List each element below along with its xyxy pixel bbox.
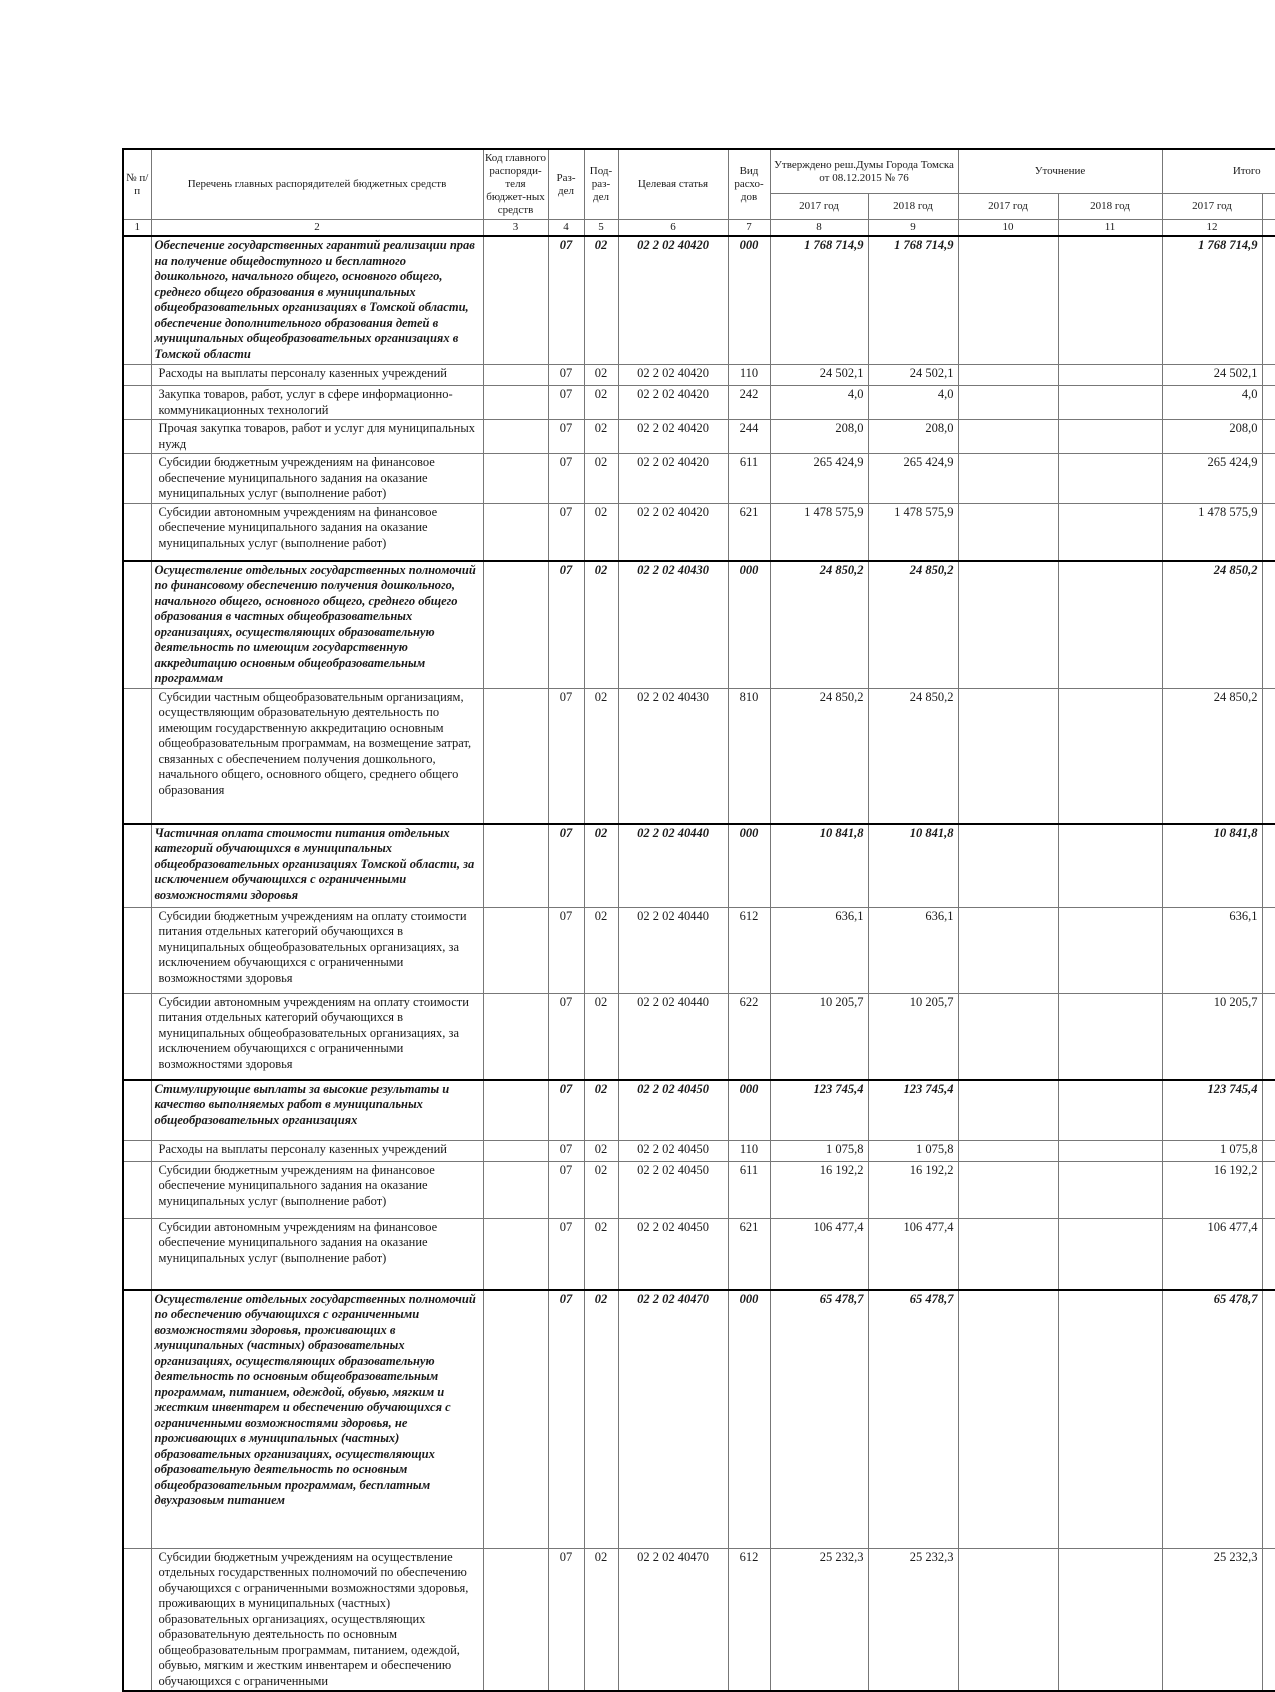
row-expense-type-cell: 612: [728, 1548, 770, 1691]
row-expense-type-cell: 110: [728, 365, 770, 386]
row-number-cell: [123, 1218, 151, 1290]
row-code-cell: [483, 688, 548, 824]
row-approved-2018-cell: 24 502,1: [868, 365, 958, 386]
row-podrazdel-cell: 02: [584, 688, 618, 824]
row-number-cell: [123, 365, 151, 386]
row-razdel-cell: 07: [548, 907, 584, 993]
col-header-list: Перечень главных распорядителей бюджетных средств: [151, 149, 483, 220]
row-total-2017-cell: 123 745,4: [1162, 1080, 1262, 1141]
row-expense-type-cell: 000: [728, 1290, 770, 1549]
row-cutoff-cell: [1262, 907, 1275, 993]
row-approved-2018-cell: 4,0: [868, 386, 958, 420]
row-clarification-2017-cell: [958, 420, 1058, 454]
row-total-2017-cell: 25 232,3: [1162, 1548, 1262, 1691]
col-group-clarification: Уточнение: [958, 149, 1162, 194]
col-header-total-2017: 2017 год: [1162, 194, 1262, 220]
row-name-cell: Закупка товаров, работ, услуг в сфере информационно-коммуникационных технологий: [151, 386, 483, 420]
row-approved-2017-cell: 1 478 575,9: [770, 503, 868, 561]
row-code-cell: [483, 1140, 548, 1161]
row-target-article-cell: 02 2 02 40420: [618, 386, 728, 420]
table-row: [123, 561, 1275, 689]
row-target-article-cell: 02 2 02 40430: [618, 688, 728, 824]
row-cutoff-cell: [1262, 1140, 1275, 1161]
row-approved-2017-cell: 24 850,2: [770, 561, 868, 689]
row-cutoff-cell: [1262, 824, 1275, 908]
row-approved-2017-cell: 10 205,7: [770, 993, 868, 1080]
table-row: [123, 1140, 1275, 1161]
row-name-cell: Субсидии частным общеобразовательным организациям, осуществляющим образовательную деятельность по имеющим государственную аккредитацию основным общеобразовательным программам, на возмещение затрат, связанных с обеспечением получения дошкольного, начального общего, основного общего, среднего общего образования: [151, 688, 483, 824]
column-index: 12: [1162, 220, 1262, 237]
row-total-2017-cell: 208,0: [1162, 420, 1262, 454]
row-clarification-2018-cell: [1058, 1218, 1162, 1290]
row-approved-2017-cell: 16 192,2: [770, 1161, 868, 1218]
header-row-groups: [123, 149, 1275, 194]
row-clarification-2018-cell: [1058, 561, 1162, 689]
row-cutoff-cell: [1262, 1161, 1275, 1218]
row-clarification-2017-cell: [958, 365, 1058, 386]
row-razdel-cell: 07: [548, 1161, 584, 1218]
row-approved-2017-cell: 123 745,4: [770, 1080, 868, 1141]
row-name-cell: Расходы на выплаты персоналу казенных учреждений: [151, 365, 483, 386]
row-name-cell: Прочая закупка товаров, работ и услуг для муниципальных нужд: [151, 420, 483, 454]
col-header-razdel: Раз-дел: [548, 149, 584, 220]
row-total-2017-cell: 16 192,2: [1162, 1161, 1262, 1218]
row-podrazdel-cell: 02: [584, 365, 618, 386]
row-clarification-2017-cell: [958, 1080, 1058, 1141]
row-target-article-cell: 02 2 02 40450: [618, 1080, 728, 1141]
row-approved-2017-cell: 1 075,8: [770, 1140, 868, 1161]
row-target-article-cell: 02 2 02 40440: [618, 907, 728, 993]
row-name-cell: Субсидии бюджетным учреждениям на осуществление отдельных государственных полномочий по обеспечению обучающихся с ограниченными возможностями здоровья, проживающих в муниципальных (частных) образовательных организациях, осуществляющих образовательную деятельность по основным общеобразовательным программам, питанием, одеждой, обувью, мягким и жестким инвентарем и обеспечению обучающихся с ограниченными: [151, 1548, 483, 1691]
row-razdel-cell: 07: [548, 386, 584, 420]
table-row: [123, 907, 1275, 993]
row-target-article-cell: 02 2 02 40420: [618, 420, 728, 454]
row-razdel-cell: 07: [548, 824, 584, 908]
table-row: [123, 386, 1275, 420]
row-target-article-cell: 02 2 02 40450: [618, 1140, 728, 1161]
row-razdel-cell: 07: [548, 1290, 584, 1549]
row-approved-2018-cell: 265 424,9: [868, 454, 958, 504]
row-code-cell: [483, 1548, 548, 1691]
column-index: 1: [123, 220, 151, 237]
row-total-2017-cell: 265 424,9: [1162, 454, 1262, 504]
row-cutoff-cell: [1262, 420, 1275, 454]
col-group-total: Итого: [1162, 149, 1275, 194]
table-row: [123, 993, 1275, 1080]
row-total-2017-cell: 10 205,7: [1162, 993, 1262, 1080]
row-number-cell: [123, 688, 151, 824]
row-approved-2018-cell: 208,0: [868, 420, 958, 454]
row-podrazdel-cell: 02: [584, 1161, 618, 1218]
row-expense-type-cell: 621: [728, 1218, 770, 1290]
row-number-cell: [123, 386, 151, 420]
row-code-cell: [483, 907, 548, 993]
row-expense-type-cell: 621: [728, 503, 770, 561]
row-cutoff-cell: [1262, 503, 1275, 561]
col-header-expense-type: Вид расхо-дов: [728, 149, 770, 220]
row-clarification-2017-cell: [958, 454, 1058, 504]
row-code-cell: [483, 1290, 548, 1549]
row-clarification-2018-cell: [1058, 1548, 1162, 1691]
row-podrazdel-cell: 02: [584, 1218, 618, 1290]
row-razdel-cell: 07: [548, 993, 584, 1080]
row-podrazdel-cell: 02: [584, 420, 618, 454]
row-number-cell: [123, 236, 151, 365]
row-total-2017-cell: 4,0: [1162, 386, 1262, 420]
row-cutoff-cell: [1262, 236, 1275, 365]
row-approved-2017-cell: 636,1: [770, 907, 868, 993]
row-name-cell: Субсидии автономным учреждениям на финансовое обеспечение муниципального задания на оказание муниципальных услуг (выполнение работ): [151, 1218, 483, 1290]
row-podrazdel-cell: 02: [584, 824, 618, 908]
row-approved-2018-cell: 24 850,2: [868, 688, 958, 824]
row-code-cell: [483, 386, 548, 420]
row-approved-2017-cell: 1 768 714,9: [770, 236, 868, 365]
row-expense-type-cell: 244: [728, 420, 770, 454]
column-index: 5: [584, 220, 618, 237]
row-target-article-cell: 02 2 02 40420: [618, 365, 728, 386]
row-podrazdel-cell: 02: [584, 386, 618, 420]
table-row: [123, 236, 1275, 365]
col-header-total-cutoff: [1262, 194, 1275, 220]
row-name-cell: Субсидии бюджетным учреждениям на финансовое обеспечение муниципального задания на оказание муниципальных услуг (выполнение работ): [151, 454, 483, 504]
row-clarification-2018-cell: [1058, 236, 1162, 365]
row-name-cell: Субсидии автономным учреждениям на финансовое обеспечение муниципального задания на оказание муниципальных услуг (выполнение работ): [151, 503, 483, 561]
column-index: 6: [618, 220, 728, 237]
table-row: [123, 1218, 1275, 1290]
table-row: [123, 420, 1275, 454]
row-cutoff-cell: [1262, 1080, 1275, 1141]
row-razdel-cell: 07: [548, 503, 584, 561]
column-index: 4: [548, 220, 584, 237]
row-name-cell: Обеспечение государственных гарантий реализации прав на получение общедоступного и бесплатного дошкольного, начального общего, основного общего, среднего общего образования в муниципальных общеобразовательных организациях в Томской области, обеспечение дополнительного образования детей в муниципальных общеобразовательных организациях в Томской области: [151, 236, 483, 365]
row-approved-2018-cell: 16 192,2: [868, 1161, 958, 1218]
row-target-article-cell: 02 2 02 40470: [618, 1548, 728, 1691]
row-razdel-cell: 07: [548, 1080, 584, 1141]
row-podrazdel-cell: 02: [584, 1080, 618, 1141]
row-approved-2018-cell: 10 841,8: [868, 824, 958, 908]
table-row: [123, 1161, 1275, 1218]
row-target-article-cell: 02 2 02 40440: [618, 993, 728, 1080]
budget-table-body: [123, 236, 1275, 1691]
row-name-cell: Расходы на выплаты персоналу казенных учреждений: [151, 1140, 483, 1161]
row-code-cell: [483, 365, 548, 386]
col-header-approved-2018: 2018 год: [868, 194, 958, 220]
row-approved-2017-cell: 106 477,4: [770, 1218, 868, 1290]
row-code-cell: [483, 503, 548, 561]
row-clarification-2017-cell: [958, 561, 1058, 689]
row-code-cell: [483, 993, 548, 1080]
row-total-2017-cell: 1 478 575,9: [1162, 503, 1262, 561]
row-target-article-cell: 02 2 02 40420: [618, 503, 728, 561]
row-number-cell: [123, 907, 151, 993]
row-total-2017-cell: 24 850,2: [1162, 688, 1262, 824]
row-target-article-cell: 02 2 02 40420: [618, 236, 728, 365]
row-expense-type-cell: 000: [728, 824, 770, 908]
row-approved-2017-cell: 265 424,9: [770, 454, 868, 504]
row-clarification-2017-cell: [958, 236, 1058, 365]
row-clarification-2018-cell: [1058, 386, 1162, 420]
row-name-cell: Частичная оплата стоимости питания отдельных категорий обучающихся в муниципальных общеобразовательных организациях Томской области, за исключением обучающихся с ограниченными возможностями здоровья: [151, 824, 483, 908]
row-podrazdel-cell: 02: [584, 561, 618, 689]
row-clarification-2018-cell: [1058, 1290, 1162, 1549]
col-header-podrazdel: Под-раз-дел: [584, 149, 618, 220]
row-podrazdel-cell: 02: [584, 1290, 618, 1549]
col-header-clarification-2017: 2017 год: [958, 194, 1058, 220]
row-approved-2018-cell: 25 232,3: [868, 1548, 958, 1691]
row-approved-2018-cell: 65 478,7: [868, 1290, 958, 1549]
row-expense-type-cell: 000: [728, 236, 770, 365]
row-total-2017-cell: 65 478,7: [1162, 1290, 1262, 1549]
row-razdel-cell: 07: [548, 1140, 584, 1161]
row-number-cell: [123, 1161, 151, 1218]
row-name-cell: Стимулирующие выплаты за высокие результаты и качество выполняемых работ в муниципальных общеобразовательных организациях: [151, 1080, 483, 1141]
row-clarification-2017-cell: [958, 1218, 1058, 1290]
table-row: [123, 365, 1275, 386]
row-clarification-2018-cell: [1058, 907, 1162, 993]
row-total-2017-cell: 24 850,2: [1162, 561, 1262, 689]
row-clarification-2018-cell: [1058, 1080, 1162, 1141]
row-name-cell: Осуществление отдельных государственных полномочий по финансовому обеспечению получения дошкольного, начального общего, основного общего, среднего общего образования в частных общеобразовательных организациях, осуществляющих образовательную деятельность по имеющим государственную аккредитацию основным общеобразовательным программам: [151, 561, 483, 689]
row-cutoff-cell: [1262, 1218, 1275, 1290]
row-total-2017-cell: 636,1: [1162, 907, 1262, 993]
row-clarification-2017-cell: [958, 688, 1058, 824]
col-header-code: Код главного распоряди-теля бюджет-ных средств: [483, 149, 548, 220]
row-number-cell: [123, 454, 151, 504]
budget-table-sheet: [122, 148, 1275, 1692]
row-number-cell: [123, 1290, 151, 1549]
row-name-cell: Субсидии бюджетным учреждениям на финансовое обеспечение муниципального задания на оказание муниципальных услуг (выполнение работ): [151, 1161, 483, 1218]
row-number-cell: [123, 420, 151, 454]
row-cutoff-cell: [1262, 1290, 1275, 1549]
row-name-cell: Осуществление отдельных государственных полномочий по обеспечению обучающихся с ограниченными возможностями здоровья, проживающих в муниципальных (частных) образовательных организациях, осуществляющих образовательную деятельность по основным общеобразовательным программам, питанием, одеждой, обувью, мягким и жестким инвентарем и обеспечению обучающихся с ограниченными возможностями здоровья, не проживающих в муниципальных (частных) образовательных организациях, осуществляющих образовательную деятельность по основным общеобразовательным программам, бесплатным двухразовым питанием: [151, 1290, 483, 1549]
row-approved-2018-cell: 123 745,4: [868, 1080, 958, 1141]
row-code-cell: [483, 561, 548, 689]
row-total-2017-cell: 24 502,1: [1162, 365, 1262, 386]
row-clarification-2017-cell: [958, 1140, 1058, 1161]
row-razdel-cell: 07: [548, 1548, 584, 1691]
row-podrazdel-cell: 02: [584, 1140, 618, 1161]
table-row: [123, 1080, 1275, 1141]
row-clarification-2017-cell: [958, 993, 1058, 1080]
row-expense-type-cell: 611: [728, 1161, 770, 1218]
column-index: 3: [483, 220, 548, 237]
table-row: [123, 1548, 1275, 1691]
row-clarification-2017-cell: [958, 1548, 1058, 1691]
row-cutoff-cell: [1262, 993, 1275, 1080]
row-podrazdel-cell: 02: [584, 454, 618, 504]
row-clarification-2017-cell: [958, 1290, 1058, 1549]
row-podrazdel-cell: 02: [584, 503, 618, 561]
row-cutoff-cell: [1262, 386, 1275, 420]
row-cutoff-cell: [1262, 365, 1275, 386]
row-approved-2018-cell: 1 075,8: [868, 1140, 958, 1161]
row-target-article-cell: 02 2 02 40440: [618, 824, 728, 908]
row-approved-2017-cell: 24 502,1: [770, 365, 868, 386]
col-group-approved: Утверждено реш.Думы Города Томска от 08.12.2015 № 76: [770, 149, 958, 194]
row-expense-type-cell: 810: [728, 688, 770, 824]
column-index: 10: [958, 220, 1058, 237]
row-total-2017-cell: 10 841,8: [1162, 824, 1262, 908]
row-razdel-cell: 07: [548, 1218, 584, 1290]
row-podrazdel-cell: 02: [584, 993, 618, 1080]
row-code-cell: [483, 236, 548, 365]
row-approved-2018-cell: 24 850,2: [868, 561, 958, 689]
row-target-article-cell: 02 2 02 40450: [618, 1218, 728, 1290]
col-header-target-article: Целевая статья: [618, 149, 728, 220]
row-razdel-cell: 07: [548, 236, 584, 365]
row-code-cell: [483, 824, 548, 908]
row-code-cell: [483, 420, 548, 454]
row-approved-2017-cell: 24 850,2: [770, 688, 868, 824]
row-number-cell: [123, 1548, 151, 1691]
row-clarification-2018-cell: [1058, 503, 1162, 561]
column-index-row: [123, 220, 1275, 237]
column-index: 11: [1058, 220, 1162, 237]
row-expense-type-cell: 622: [728, 993, 770, 1080]
row-razdel-cell: 07: [548, 420, 584, 454]
row-code-cell: [483, 1161, 548, 1218]
row-clarification-2017-cell: [958, 503, 1058, 561]
row-expense-type-cell: 110: [728, 1140, 770, 1161]
row-number-cell: [123, 993, 151, 1080]
row-approved-2018-cell: 106 477,4: [868, 1218, 958, 1290]
row-clarification-2018-cell: [1058, 420, 1162, 454]
row-cutoff-cell: [1262, 688, 1275, 824]
column-index: [1262, 220, 1275, 237]
row-clarification-2017-cell: [958, 824, 1058, 908]
table-row: [123, 1290, 1275, 1549]
row-clarification-2018-cell: [1058, 365, 1162, 386]
row-code-cell: [483, 454, 548, 504]
table-row: [123, 454, 1275, 504]
row-approved-2017-cell: 4,0: [770, 386, 868, 420]
column-index: 2: [151, 220, 483, 237]
row-expense-type-cell: 000: [728, 1080, 770, 1141]
row-total-2017-cell: 1 075,8: [1162, 1140, 1262, 1161]
row-cutoff-cell: [1262, 1548, 1275, 1691]
row-number-cell: [123, 824, 151, 908]
row-approved-2017-cell: 65 478,7: [770, 1290, 868, 1549]
row-razdel-cell: 07: [548, 688, 584, 824]
row-code-cell: [483, 1218, 548, 1290]
row-target-article-cell: 02 2 02 40470: [618, 1290, 728, 1549]
row-clarification-2018-cell: [1058, 454, 1162, 504]
row-podrazdel-cell: 02: [584, 1548, 618, 1691]
row-number-cell: [123, 1080, 151, 1141]
row-clarification-2018-cell: [1058, 1161, 1162, 1218]
table-row: [123, 824, 1275, 908]
row-clarification-2017-cell: [958, 907, 1058, 993]
row-approved-2018-cell: 636,1: [868, 907, 958, 993]
row-total-2017-cell: 1 768 714,9: [1162, 236, 1262, 365]
col-header-approved-2017: 2017 год: [770, 194, 868, 220]
row-approved-2018-cell: 1 768 714,9: [868, 236, 958, 365]
row-approved-2017-cell: 208,0: [770, 420, 868, 454]
row-expense-type-cell: 000: [728, 561, 770, 689]
row-target-article-cell: 02 2 02 40420: [618, 454, 728, 504]
row-total-2017-cell: 106 477,4: [1162, 1218, 1262, 1290]
col-header-num: № п/п: [123, 149, 151, 220]
row-expense-type-cell: 242: [728, 386, 770, 420]
table-row: [123, 503, 1275, 561]
budget-table: [122, 148, 1275, 1692]
table-row: [123, 688, 1275, 824]
row-approved-2017-cell: 25 232,3: [770, 1548, 868, 1691]
row-target-article-cell: 02 2 02 40430: [618, 561, 728, 689]
column-index: 7: [728, 220, 770, 237]
row-number-cell: [123, 561, 151, 689]
row-name-cell: Субсидии бюджетным учреждениям на оплату стоимости питания отдельных категорий обучающихся в муниципальных общеобразовательных организациях, за исключением обучающихся с ограниченными возможностями здоровья: [151, 907, 483, 993]
row-razdel-cell: 07: [548, 561, 584, 689]
row-name-cell: Субсидии автономным учреждениям на оплату стоимости питания отдельных категорий обучающихся в муниципальных общеобразовательных организациях, за исключением обучающихся с ограниченными возможностями здоровья: [151, 993, 483, 1080]
row-clarification-2018-cell: [1058, 1140, 1162, 1161]
row-target-article-cell: 02 2 02 40450: [618, 1161, 728, 1218]
row-podrazdel-cell: 02: [584, 907, 618, 993]
col-header-clarification-2018: 2018 год: [1058, 194, 1162, 220]
row-razdel-cell: 07: [548, 365, 584, 386]
column-index: 9: [868, 220, 958, 237]
row-number-cell: [123, 1140, 151, 1161]
row-clarification-2017-cell: [958, 1161, 1058, 1218]
row-clarification-2018-cell: [1058, 993, 1162, 1080]
row-code-cell: [483, 1080, 548, 1141]
row-clarification-2018-cell: [1058, 688, 1162, 824]
column-index: 8: [770, 220, 868, 237]
row-cutoff-cell: [1262, 561, 1275, 689]
row-expense-type-cell: 612: [728, 907, 770, 993]
row-clarification-2017-cell: [958, 386, 1058, 420]
row-expense-type-cell: 611: [728, 454, 770, 504]
row-approved-2018-cell: 1 478 575,9: [868, 503, 958, 561]
row-podrazdel-cell: 02: [584, 236, 618, 365]
row-approved-2017-cell: 10 841,8: [770, 824, 868, 908]
row-razdel-cell: 07: [548, 454, 584, 504]
row-approved-2018-cell: 10 205,7: [868, 993, 958, 1080]
row-cutoff-cell: [1262, 454, 1275, 504]
row-number-cell: [123, 503, 151, 561]
row-clarification-2018-cell: [1058, 824, 1162, 908]
